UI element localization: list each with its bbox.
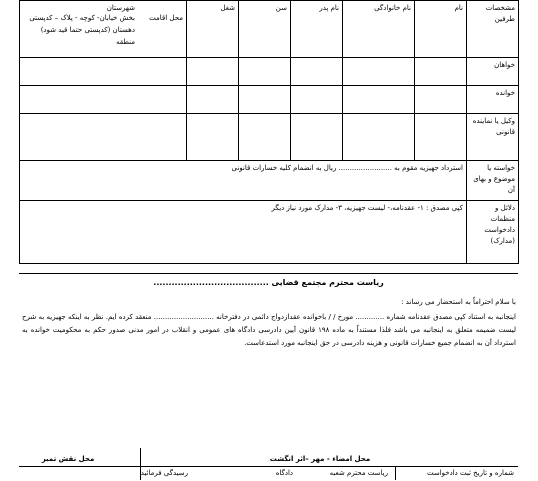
requester-family-cell[interactable] — [343, 58, 415, 86]
footer-row — [19, 466, 518, 481]
evidence-label: دلائل و منظمات دادخواست (مدارک) — [467, 201, 519, 264]
residence-label: محل اقامت — [149, 14, 183, 22]
requester-name-cell[interactable] — [415, 58, 467, 86]
requester-job-cell[interactable] — [187, 58, 239, 86]
job-header: شغل — [187, 1, 239, 58]
requester-label: خواهان — [467, 58, 519, 86]
father-header: نام پدر — [291, 1, 343, 58]
lawyer-age-cell[interactable] — [239, 114, 291, 161]
evidence-value[interactable]: کپی مصدق : ۱- عقدنامه،- لیست جهیزیه، ۳- مدارک مورد نیاز دیگر — [20, 201, 467, 264]
requester-residence-cell[interactable] — [20, 58, 187, 86]
lawyer-job-cell[interactable] — [187, 114, 239, 161]
respondent-age-cell[interactable] — [239, 86, 291, 114]
family-header: نام خانوادگی — [343, 1, 415, 58]
subject-row — [20, 161, 519, 201]
parties-spec-header: مشخصات طرفین — [467, 1, 519, 58]
footer-branch: ریاست محترم شعبه — [329, 469, 388, 477]
residence-detail-3: دهستان (کدپستی حتما قید شود) — [40, 26, 135, 34]
subject-label: خواسته یا موضوع و بهای آن — [467, 161, 519, 201]
evidence-row — [20, 201, 519, 264]
subject-value[interactable]: استرداد جهیزیه مقوم به ........................ ریال به انضمام کلیه خسارات قانونی — [20, 161, 467, 201]
lawyer-family-cell[interactable] — [343, 114, 415, 161]
respondent-job-cell[interactable] — [187, 86, 239, 114]
requester-age-cell[interactable] — [239, 58, 291, 86]
section-title: ریاست محترم مجتمع قضایی ...................................... — [19, 273, 518, 291]
table-header-row — [20, 1, 519, 58]
lawyer-label: وکیل یا نماینده قانونی — [467, 114, 519, 161]
footer-court: دادگاه — [275, 469, 293, 477]
residence-detail-1: شهرستان — [106, 4, 135, 12]
lawyer-name-cell[interactable] — [415, 114, 467, 161]
lawyer-row — [20, 114, 519, 161]
signature-area: محل امضاء - مهر –اثر انگشت — [269, 455, 371, 463]
respondent-father-cell[interactable] — [291, 86, 343, 114]
respondent-label: خوانده — [467, 86, 519, 114]
name-header: نام — [415, 1, 467, 58]
residence-detail-4: منطقه — [116, 38, 135, 46]
respondent-name-cell[interactable] — [415, 86, 467, 114]
stamp-area: محل نقش تمبر — [41, 455, 95, 463]
letter-greeting: با سلام احتراماً به استحضار می رساند : — [401, 298, 516, 306]
residence-header — [20, 1, 187, 58]
residence-detail-2: بخش خیابان- کوچه - پلاک – کدپستی — [29, 14, 135, 22]
requester-father-cell[interactable] — [291, 58, 343, 86]
age-header: سن — [239, 1, 291, 58]
footer-registration: شماره و تاریخ ثبت دادخواست — [426, 469, 514, 477]
footer-review: رسیدگی فرمائید — [140, 469, 188, 477]
requester-row — [20, 58, 519, 86]
lawyer-father-cell[interactable] — [291, 114, 343, 161]
respondent-row — [20, 86, 519, 114]
letter-body — [22, 296, 516, 352]
stamp-divider — [140, 448, 141, 480]
respondent-family-cell[interactable] — [343, 86, 415, 114]
footer-divider — [395, 466, 396, 480]
respondent-residence-cell[interactable] — [20, 86, 187, 114]
parties-table — [19, 0, 519, 264]
lawyer-residence-cell[interactable] — [20, 114, 187, 161]
letter-text: اینجانبه به استناد کپی مصدق عقدنامه شماره ............. مورخ / / باخوانده عقدازدواج دائمی در دفترخانه ........................... منعقد کرده ایم. نظر به اینکه جهیزیه به شرح لیست ضمیمه متعلق به اینجانبه می باشد فلذا مستنداً به ماده ۱۹۸ قانون آیین دادرسی دادگاه های عمومی و انقلاب در امور مدنی صدور حکم به محکومیت خوانده به استرداد آن به انضمام جمیع خسارات قانونی و هزینه دادرسی در حق اینجانبه مورد استدعاست. — [22, 313, 516, 347]
